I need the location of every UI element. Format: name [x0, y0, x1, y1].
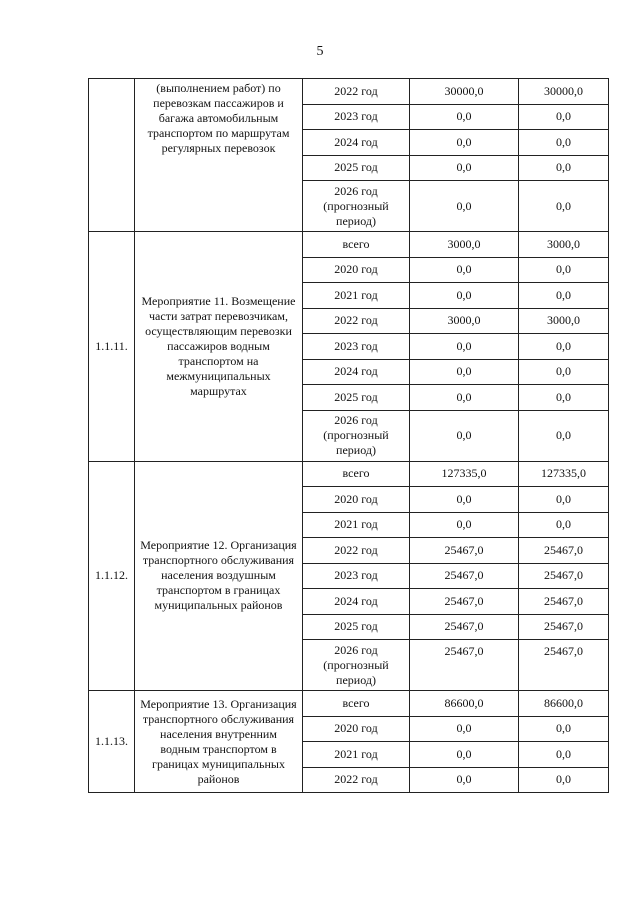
value-cell-1: 3000,0 — [410, 232, 519, 258]
value-cell-1: 0,0 — [410, 487, 519, 513]
value-cell-1: 0,0 — [410, 334, 519, 360]
value-cell-1: 0,0 — [410, 181, 519, 232]
period-cell: 2024 год — [303, 589, 410, 615]
item-name: Мероприятие 12. Организация транспортного обслуживания населения воздушным транспортом в границах муниципальных районов — [135, 461, 303, 691]
value-cell-2: 0,0 — [519, 410, 609, 461]
value-cell-1: 25467,0 — [410, 614, 519, 640]
item-name: Мероприятие 13. Организация транспортного обслуживания населения внутренним водным транспортом в границах муниципальных районов — [135, 691, 303, 793]
value-cell-2: 3000,0 — [519, 232, 609, 258]
period-cell: 2025 год — [303, 385, 410, 411]
period-cell: 2020 год — [303, 716, 410, 742]
value-cell-2: 0,0 — [519, 512, 609, 538]
value-cell-2: 25467,0 — [519, 563, 609, 589]
period-cell: 2023 год — [303, 334, 410, 360]
item-number: 1.1.11. — [89, 232, 135, 462]
item-number: 1.1.12. — [89, 461, 135, 691]
value-cell-2: 0,0 — [519, 155, 609, 181]
table-row — [89, 461, 609, 487]
period-cell: 2026 год (прогнозный период) — [303, 410, 410, 461]
value-cell-2: 25467,0 — [519, 589, 609, 615]
value-cell-2: 3000,0 — [519, 308, 609, 334]
value-cell-1: 25467,0 — [410, 563, 519, 589]
value-cell-2: 0,0 — [519, 742, 609, 768]
value-cell-2: 0,0 — [519, 487, 609, 513]
period-cell: 2022 год — [303, 308, 410, 334]
table-row — [89, 79, 609, 105]
table-row — [89, 232, 609, 258]
value-cell-1: 0,0 — [410, 104, 519, 130]
value-cell-2: 0,0 — [519, 181, 609, 232]
item-number — [89, 79, 135, 232]
value-cell-1: 0,0 — [410, 512, 519, 538]
value-cell-2: 0,0 — [519, 283, 609, 309]
value-cell-1: 0,0 — [410, 767, 519, 793]
item-number: 1.1.13. — [89, 691, 135, 793]
period-cell: 2022 год — [303, 767, 410, 793]
period-cell: всего — [303, 691, 410, 717]
value-cell-1: 0,0 — [410, 283, 519, 309]
value-cell-2: 0,0 — [519, 104, 609, 130]
period-cell: 2021 год — [303, 512, 410, 538]
value-cell-2: 0,0 — [519, 130, 609, 156]
value-cell-2: 25467,0 — [519, 640, 609, 691]
value-cell-1: 0,0 — [410, 257, 519, 283]
period-cell: 2022 год — [303, 538, 410, 564]
value-cell-2: 0,0 — [519, 716, 609, 742]
period-cell: 2024 год — [303, 130, 410, 156]
page-number: 5 — [316, 44, 324, 59]
funding-table — [88, 78, 609, 793]
value-cell-2: 25467,0 — [519, 614, 609, 640]
value-cell-1: 25467,0 — [410, 640, 519, 691]
period-cell: 2023 год — [303, 104, 410, 130]
period-cell: всего — [303, 232, 410, 258]
value-cell-1: 25467,0 — [410, 538, 519, 564]
value-cell-2: 0,0 — [519, 359, 609, 385]
period-cell: 2020 год — [303, 257, 410, 283]
period-cell: всего — [303, 461, 410, 487]
value-cell-2: 0,0 — [519, 334, 609, 360]
period-cell: 2026 год (прогнозный период) — [303, 640, 410, 691]
value-cell-2: 25467,0 — [519, 538, 609, 564]
value-cell-2: 0,0 — [519, 257, 609, 283]
value-cell-1: 30000,0 — [410, 79, 519, 105]
value-cell-1: 86600,0 — [410, 691, 519, 717]
value-cell-1: 0,0 — [410, 716, 519, 742]
period-cell: 2026 год (прогнозный период) — [303, 181, 410, 232]
value-cell-2: 0,0 — [519, 385, 609, 411]
item-name: Мероприятие 11. Возмещение части затрат перевозчикам, осуществляющим перевозки пассажиров водным транспортом на межмуниципальных маршрутах — [135, 232, 303, 462]
value-cell-1: 3000,0 — [410, 308, 519, 334]
value-cell-2: 30000,0 — [519, 79, 609, 105]
period-cell: 2021 год — [303, 283, 410, 309]
value-cell-1: 0,0 — [410, 385, 519, 411]
value-cell-1: 0,0 — [410, 410, 519, 461]
value-cell-1: 25467,0 — [410, 589, 519, 615]
value-cell-1: 127335,0 — [410, 461, 519, 487]
period-cell: 2023 год — [303, 563, 410, 589]
period-cell: 2020 год — [303, 487, 410, 513]
table-row — [89, 691, 609, 717]
value-cell-1: 0,0 — [410, 155, 519, 181]
period-cell: 2022 год — [303, 79, 410, 105]
period-cell: 2025 год — [303, 614, 410, 640]
item-name: (выполнением работ) по перевозкам пассажиров и багажа автомобильным транспортом по маршрутам регулярных перевозок — [135, 79, 303, 232]
value-cell-1: 0,0 — [410, 742, 519, 768]
period-cell: 2025 год — [303, 155, 410, 181]
value-cell-1: 0,0 — [410, 130, 519, 156]
value-cell-2: 127335,0 — [519, 461, 609, 487]
table-body — [89, 79, 609, 793]
value-cell-2: 86600,0 — [519, 691, 609, 717]
value-cell-1: 0,0 — [410, 359, 519, 385]
period-cell: 2021 год — [303, 742, 410, 768]
period-cell: 2024 год — [303, 359, 410, 385]
value-cell-2: 0,0 — [519, 767, 609, 793]
